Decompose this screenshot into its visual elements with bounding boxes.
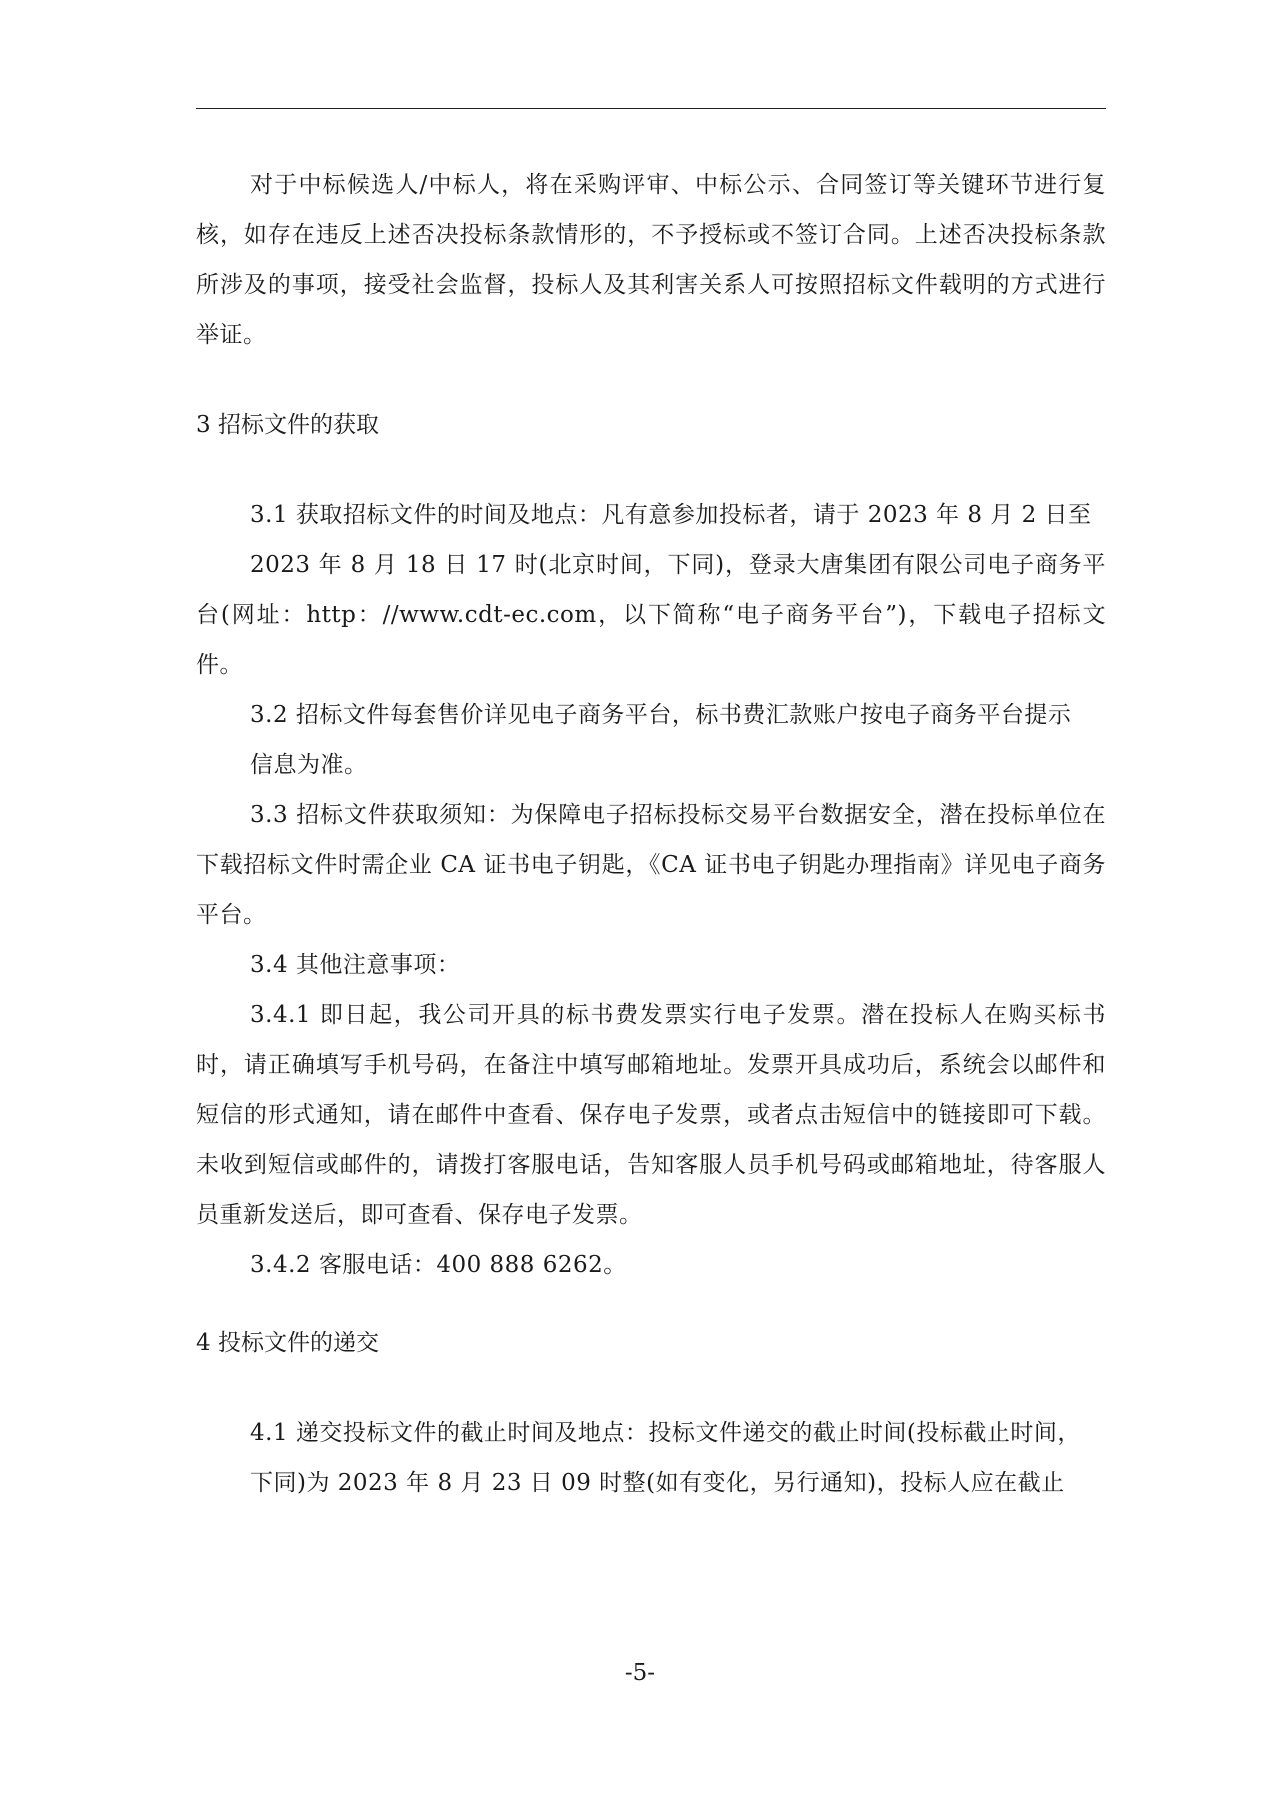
- paragraph-3-1-b: 2023 年 8 月 18 日 17 时(北京时间，下同)，登录大唐集团有限公司电子商务平台(网址：http：//www.cdt-ec.com，以下简称“电子商务平台”)，下载电子招标文件。: [196, 552, 1106, 678]
- section-heading-3: 3 招标文件的获取: [196, 412, 379, 438]
- page-number: -5-: [624, 1660, 656, 1686]
- section-heading-4: 4 投标文件的递交: [196, 1330, 379, 1356]
- header-rule: [196, 108, 1106, 109]
- paragraph-3-4: 3.4 其他注意事项：: [250, 952, 461, 978]
- document-body: [196, 160, 1106, 1508]
- paragraph-4-1-b: 下同)为 2023 年 8 月 23 日 09 时整(如有变化，另行通知)，投标人应在截止: [250, 1470, 1065, 1496]
- paragraph-3-3: 3.3 招标文件获取须知：为保障电子招标投标交易平台数据安全，潜在投标单位在下载招标文件时需企业 CA 证书电子钥匙，《CA 证书电子钥匙办理指南》详见电子商务平台。: [196, 802, 1106, 928]
- paragraph-3-4-2: 3.4.2 客服电话：400 888 6262。: [250, 1252, 627, 1278]
- paragraph-3-2-b: 信息为准。: [250, 752, 368, 778]
- paragraph-4-1-a: 4.1 递交投标文件的截止时间及地点：投标文件递交的截止时间(投标截止时间，: [250, 1420, 1081, 1446]
- paragraph-3-1-a: 3.1 获取招标文件的时间及地点：凡有意参加投标者，请于 2023 年 8 月 2 日至: [250, 502, 1092, 528]
- paragraph-3-4-1: 3.4.1 即日起，我公司开具的标书费发票实行电子发票。潜在投标人在购买标书时，请正确填写手机号码，在备注中填写邮箱地址。发票开具成功后，系统会以邮件和短信的形式通知，请在邮件中查看、保存电子发票，或者点击短信中的链接即可下载。未收到短信或邮件的，请拨打客服电话，告知客服人员手机号码或邮箱地址，待客服人员重新发送后，即可查看、保存电子发票。: [196, 1002, 1106, 1228]
- paragraph-3-2-a: 3.2 招标文件每套售价详见电子商务平台，标书费汇款账户按电子商务平台提示: [250, 702, 1072, 728]
- paragraph-review: 对于中标候选人/中标人，将在采购评审、中标公示、合同签订等关键环节进行复核，如存在违反上述否决投标条款情形的，不予授标或不签订合同。上述否决投标条款所涉及的事项，接受社会监督，投标人及其利害关系人可按照招标文件载明的方式进行举证。: [196, 172, 1106, 348]
